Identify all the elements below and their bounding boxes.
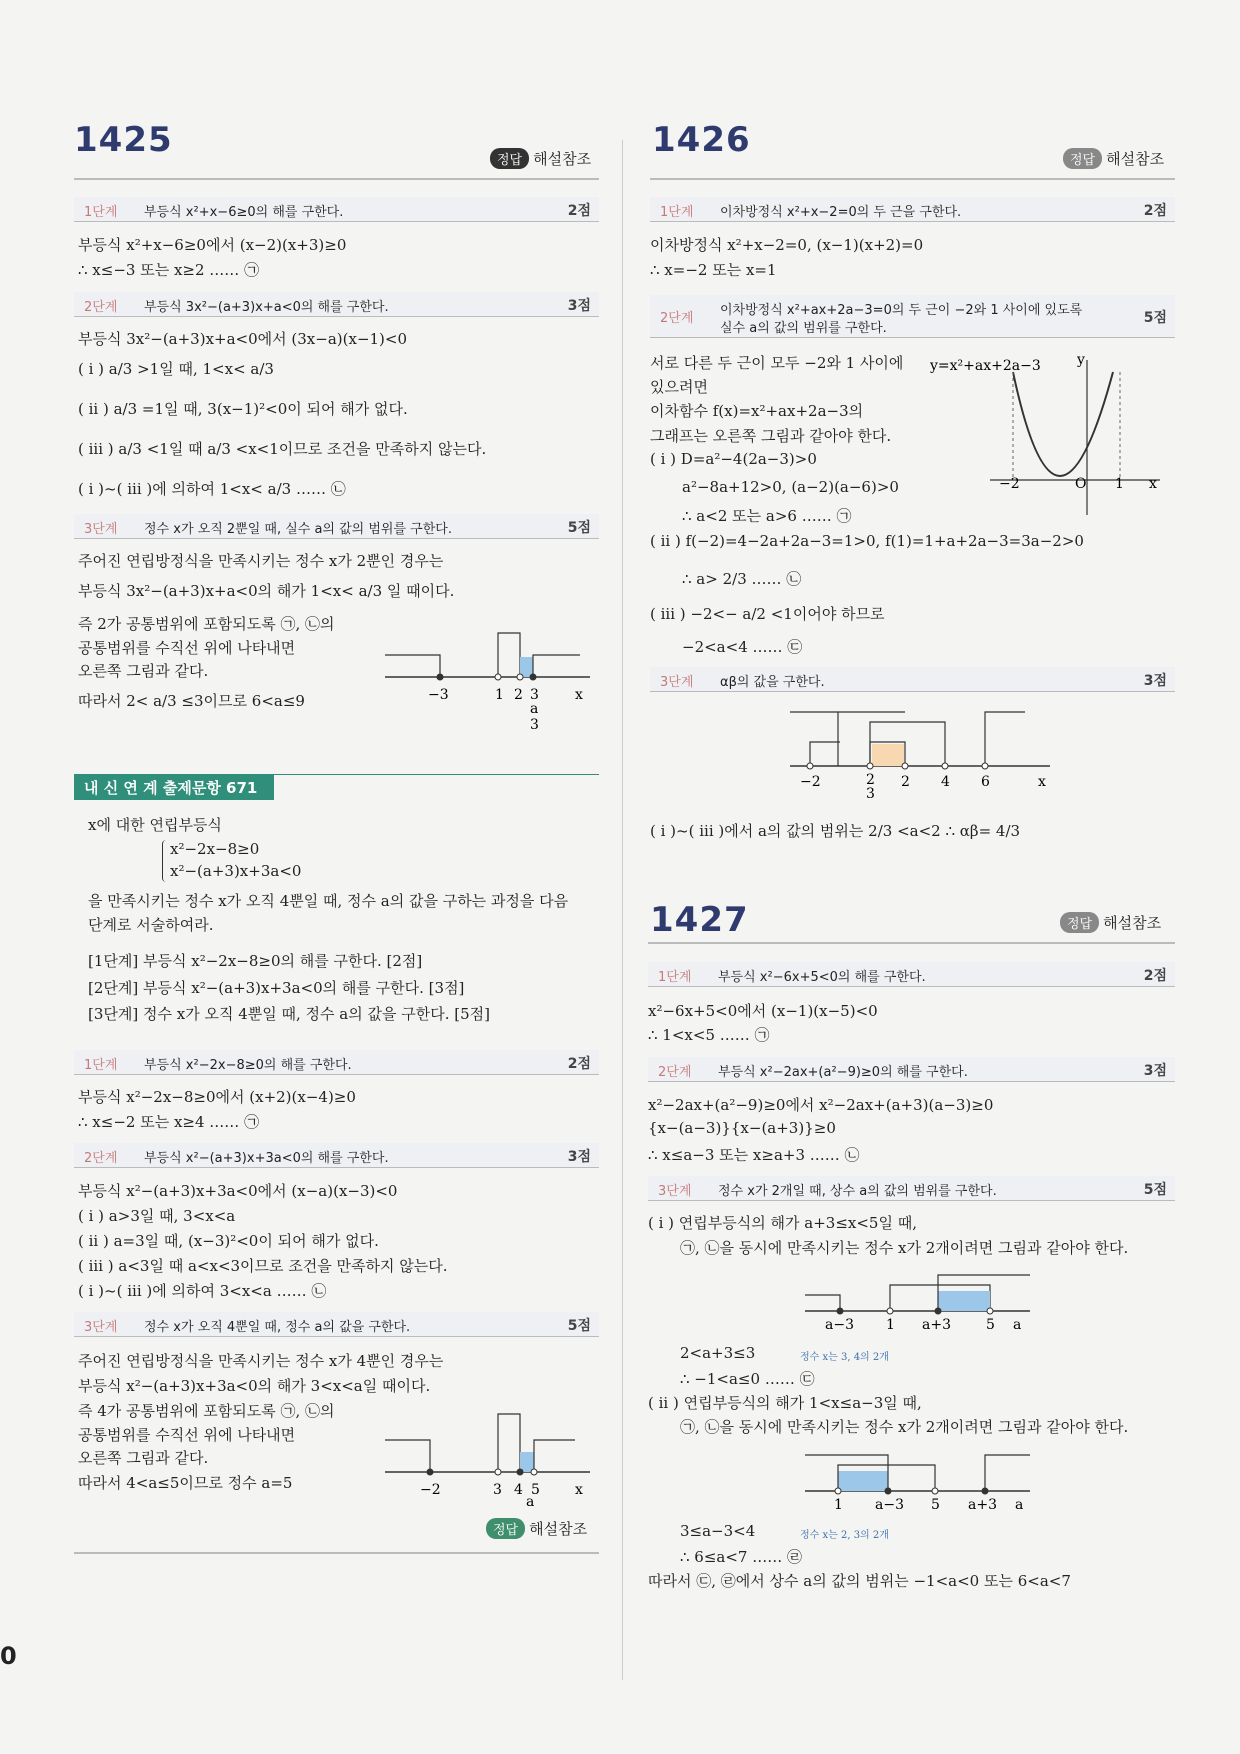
line: 오른쪽 그림과 같다.	[78, 1449, 209, 1467]
tick-label: 3	[530, 717, 539, 733]
number-line-figure-1425	[380, 615, 600, 735]
line: ( ii ) a/3 =1일 때, 3(x−1)²<0이 되어 해가 없다.	[78, 400, 408, 418]
line: ( i ) D=a²−4(2a−3)>0	[650, 450, 817, 468]
step-label: 2단계	[658, 1065, 692, 1080]
line: 서로 다른 두 근이 모두 −2와 1 사이에	[650, 354, 904, 372]
line: ( ii ) f(−2)=4−2a+2a−3=1>0, f(1)=1+a+2a−3=3a−2>0	[650, 532, 1084, 550]
line: ( iii ) a/3 <1일 때 a/3 <x<1이므로 조건을 만족하지 않는다.	[78, 440, 487, 458]
step-text: 정수 x가 오직 4뿐일 때, 정수 a의 값을 구한다.	[144, 1320, 411, 1335]
tick-label: a+3	[968, 1497, 997, 1513]
step-label: 2단계	[84, 1151, 118, 1166]
step-text: 부등식 x²−2x−8≥0의 해를 구한다.	[144, 1058, 352, 1073]
answer-pill: 정답	[486, 1518, 525, 1539]
line: 부등식 x²−(a+3)x+3a<0의 해가 3<x<a일 때이다.	[78, 1377, 431, 1395]
step-points: 2점	[567, 203, 591, 219]
step-text: 부등식 3x²−(a+3)x+a<0의 해를 구한다.	[144, 300, 389, 315]
answer-text: 해설참조	[1103, 914, 1162, 932]
tick-label: 4	[941, 774, 950, 790]
answer-text: 해설참조	[1106, 150, 1165, 168]
axis-label: y	[1077, 352, 1085, 368]
tick-label: x	[575, 1482, 583, 1498]
line: ㉠, ㉡을 동시에 만족시키는 정수 x가 2개이려면 그림과 같아야 한다.	[680, 1239, 1129, 1257]
step-1-header	[650, 197, 1175, 222]
step-3-header	[74, 514, 599, 539]
tick-label: a−3	[825, 1317, 854, 1333]
line: ∴ x=−2 또는 x=1	[650, 261, 777, 279]
step-1-header	[74, 197, 599, 222]
line: 주어진 연립방정식을 만족시키는 정수 x가 4뿐인 경우는	[78, 1352, 444, 1370]
step-points: 3점	[1143, 1063, 1167, 1079]
line: 따라서 ㉢, ㉣에서 상수 a의 값의 범위는 −1<a<0 또는 6<a<7	[648, 1572, 1071, 1590]
line: −2<a<4 …… ㉢	[682, 638, 803, 656]
tick-label: 3	[530, 687, 539, 703]
line: 이차방정식 x²+x−2=0, (x−1)(x+2)=0	[650, 236, 924, 254]
line: [3단계] 정수 x가 오직 4뿐일 때, 정수 a의 값을 구한다. [5점]	[88, 1005, 490, 1023]
step-points: 2점	[1143, 203, 1167, 219]
step-text: 정수 x가 2개일 때, 상수 a의 값의 범위를 구한다.	[718, 1184, 997, 1199]
tick-label: 1	[834, 1497, 843, 1513]
line: {x−(a−3)}{x−(a+3)}≥0	[648, 1119, 836, 1137]
page-number: 0	[0, 1642, 17, 1670]
tick-label: x	[1038, 774, 1046, 790]
step-text: 이차방정식 x²+x−2=0의 두 근을 구한다.	[720, 205, 962, 220]
tick-label: 5	[531, 1482, 540, 1498]
line: 주어진 연립방정식을 만족시키는 정수 x가 2뿐인 경우는	[78, 552, 444, 570]
step-label: 3단계	[660, 675, 694, 690]
line: x²−2ax+(a²−9)≥0에서 x²−2ax+(a+3)(a−3)≥0	[648, 1096, 994, 1114]
step-text: 이차방정식 x²+ax+2a−3=0의 두 근이 −2와 1 사이에 있도록	[720, 303, 1083, 318]
step-text: 부등식 x²−(a+3)x+3a<0의 해를 구한다.	[144, 1151, 389, 1166]
step-3-header	[74, 1312, 599, 1337]
line: 부등식 x²−(a+3)x+3a<0에서 (x−a)(x−3)<0	[78, 1182, 398, 1200]
step-points: 2점	[1143, 968, 1167, 984]
tick-label: −2	[999, 476, 1020, 492]
tick-label: 2	[901, 774, 910, 790]
axis-label: x	[1149, 476, 1157, 492]
line: x²−(a+3)x+3a<0	[170, 862, 302, 880]
tick-label: a	[526, 1494, 535, 1510]
step-text: 부등식 x²−6x+5<0의 해를 구한다.	[718, 970, 926, 985]
step-2-header	[650, 295, 1175, 338]
line: ∴ 1<x<5 …… ㉠	[648, 1026, 770, 1044]
answer-text: 해설참조	[533, 150, 592, 168]
line: ( i )~( iii )에서 a의 값의 범위는 2/3 <a<2 ∴ αβ= 4/3	[650, 822, 1021, 840]
line: ( i )~( iii )에 의하여 1<x< a/3 …… ㉡	[78, 480, 346, 498]
line: ∴ −1<a≤0 …… ㉢	[680, 1370, 815, 1388]
line: ( i ) a/3 >1일 때, 1<x< a/3	[78, 360, 274, 378]
step-2-header	[74, 292, 599, 317]
step-1-header	[74, 1050, 599, 1075]
step-label: 3단계	[84, 522, 118, 537]
line: 2<a+3≤3	[680, 1344, 756, 1362]
line: x²−6x+5<0에서 (x−1)(x−5)<0	[648, 1002, 878, 1020]
step-label: 2단계	[84, 300, 118, 315]
tick-label: −2	[420, 1482, 441, 1498]
step-label: 1단계	[84, 205, 118, 220]
step-points: 5점	[1143, 1182, 1167, 1198]
line: 단계로 서술하여라.	[88, 916, 214, 934]
line: [2단계] 부등식 x²−(a+3)x+3a<0의 해를 구한다. [3점]	[88, 979, 465, 997]
answer-pill: 정답	[1063, 148, 1102, 169]
line: 즉 4가 공통범위에 포함되도록 ㉠, ㉡의	[78, 1402, 335, 1420]
answer-badge	[1060, 912, 1161, 933]
line: 부등식 x²−2x−8≥0에서 (x+2)(x−4)≥0	[78, 1088, 356, 1106]
line: 3≤a−3<4	[680, 1522, 756, 1540]
annotation: 정수 x는 2, 3의 2개	[800, 1530, 889, 1541]
step-points: 3점	[567, 1149, 591, 1165]
line: ∴ 6≤a<7 …… ㉣	[680, 1548, 803, 1566]
line: 부등식 3x²−(a+3)x+a<0의 해가 1<x< a/3 일 때이다.	[78, 582, 455, 600]
line: ( ii ) a=3일 때, (x−3)²<0이 되어 해가 없다.	[78, 1232, 379, 1250]
tick-label: a−3	[875, 1497, 904, 1513]
tick-label: 2	[866, 772, 875, 788]
line: 부등식 x²+x−6≥0에서 (x−2)(x+3)≥0	[78, 236, 347, 254]
line: x에 대한 연립부등식	[88, 816, 222, 834]
tick-label: 3	[493, 1482, 502, 1498]
tick-label: 5	[986, 1317, 995, 1333]
line: 이차함수 f(x)=x²+ax+2a−3의	[650, 402, 864, 420]
tick-label: −3	[428, 687, 449, 703]
line: 따라서 2< a/3 ≤3이므로 6<a≤9	[78, 692, 305, 710]
answer-pill: 정답	[1060, 912, 1099, 933]
step-label: 1단계	[658, 970, 692, 985]
answer-badge	[1063, 148, 1164, 169]
tick-label: 1	[1115, 476, 1124, 492]
line: ㉠, ㉡을 동시에 만족시키는 정수 x가 2개이려면 그림과 같아야 한다.	[680, 1418, 1129, 1436]
line: ( i ) a>3일 때, 3<x<a	[78, 1207, 236, 1225]
line: ∴ x≤−3 또는 x≥2 …… ㉠	[78, 261, 260, 279]
line: a²−8a+12>0, (a−2)(a−6)>0	[682, 478, 899, 496]
tick-label: O	[1075, 476, 1087, 492]
tick-label: 3	[866, 786, 875, 802]
line: ∴ x≤a−3 또는 x≥a+3 …… ㉡	[648, 1146, 860, 1164]
answer-badge	[490, 148, 591, 169]
line: ( i )~( iii )에 의하여 3<x<a …… ㉡	[78, 1282, 327, 1300]
line: 공통범위를 수직선 위에 나타내면	[78, 1426, 296, 1444]
number-line-figure-1427-i	[800, 1265, 1040, 1335]
line: 공통범위를 수직선 위에 나타내면	[78, 639, 296, 657]
line: ( i ) 연립부등식의 해가 a+3≤x<5일 때,	[648, 1214, 917, 1232]
step-label: 3단계	[658, 1184, 692, 1199]
line: ( iii ) a<3일 때 a<x<3이므로 조건을 만족하지 않는다.	[78, 1257, 448, 1275]
tick-label: 5	[931, 1497, 940, 1513]
line: 오른쪽 그림과 같다.	[78, 662, 209, 680]
curve-label: y=x²+ax+2a−3	[930, 358, 1041, 374]
tick-label: 1	[495, 687, 504, 703]
problem-number-1427: 1427	[650, 900, 749, 940]
line: 즉 2가 공통범위에 포함되도록 ㉠, ㉡의	[78, 615, 335, 633]
step-text: 부등식 x²+x−6≥0의 해를 구한다.	[144, 205, 344, 220]
step-label: 2단계	[660, 311, 694, 326]
line: ( iii ) −2<− a/2 <1이어야 하므로	[650, 605, 885, 623]
step-points: 2점	[567, 1056, 591, 1072]
number-line-figure-1426	[780, 700, 1060, 800]
line: x²−2x−8≥0	[170, 840, 260, 858]
step-3-header	[650, 667, 1175, 692]
parabola-graph	[930, 350, 1165, 520]
line: ∴ x≤−2 또는 x≥4 …… ㉠	[78, 1113, 260, 1131]
annotation: 정수 x는 3, 4의 2개	[800, 1352, 889, 1363]
line: ( ii ) 연립부등식의 해가 1<x≤a−3일 때,	[648, 1394, 922, 1412]
tick-label: a+3	[922, 1317, 951, 1333]
tick-label: a	[1013, 1317, 1022, 1333]
tick-label: a	[530, 701, 539, 717]
step-points: 5점	[567, 1318, 591, 1334]
step-label: 3단계	[84, 1320, 118, 1335]
number-line-figure-1427-ii	[800, 1445, 1040, 1515]
line: 부등식 3x²−(a+3)x+a<0에서 (3x−a)(x−1)<0	[78, 330, 408, 348]
tick-label: 2	[514, 687, 523, 703]
line: [1단계] 부등식 x²−2x−8≥0의 해를 구한다. [2점]	[88, 952, 423, 970]
tick-label: 1	[886, 1317, 895, 1333]
step-text: 부등식 x²−2ax+(a²−9)≥0의 해를 구한다.	[718, 1065, 968, 1080]
tick-label: x	[575, 687, 583, 703]
step-points: 3점	[1143, 673, 1167, 689]
number-line-figure-671	[380, 1400, 600, 1510]
step-points: 3점	[567, 298, 591, 314]
step-text: 정수 x가 오직 2뿐일 때, 실수 a의 값의 범위를 구한다.	[144, 522, 452, 537]
answer-pill: 정답	[490, 148, 529, 169]
step-text: αβ의 값을 구한다.	[720, 675, 825, 690]
step-points: 5점	[1143, 310, 1167, 326]
tick-label: 6	[981, 774, 990, 790]
tick-label: −2	[800, 774, 821, 790]
step-label: 1단계	[84, 1058, 118, 1073]
line: ∴ a<2 또는 a>6 …… ㉠	[682, 507, 852, 525]
line: 따라서 4<a≤5이므로 정수 a=5	[78, 1474, 293, 1492]
step-text: 실수 a의 값의 범위를 구한다.	[720, 321, 887, 336]
step-1-header	[648, 962, 1175, 987]
step-label: 1단계	[660, 205, 694, 220]
related-banner: 내 신 연 계 출제문항 671	[74, 774, 274, 800]
line: 을 만족시키는 정수 x가 오직 4뿐일 때, 정수 a의 값을 구하는 과정을 다음	[88, 892, 569, 910]
step-points: 5점	[567, 520, 591, 536]
tick-label: a	[1015, 1497, 1024, 1513]
problem-number-1425: 1425	[74, 120, 173, 160]
answer-text: 해설참조	[529, 1520, 588, 1538]
tick-label: 4	[514, 1482, 523, 1498]
line: ∴ a> 2/3 …… ㉡	[682, 570, 802, 588]
answer-badge	[486, 1518, 587, 1539]
line: 있으려면	[650, 378, 708, 396]
step-2-header	[648, 1057, 1175, 1082]
step-3-header	[648, 1176, 1175, 1201]
step-2-header	[74, 1143, 599, 1168]
line: 그래프는 오른쪽 그림과 같아야 한다.	[650, 427, 892, 445]
problem-number-1426: 1426	[652, 120, 751, 160]
